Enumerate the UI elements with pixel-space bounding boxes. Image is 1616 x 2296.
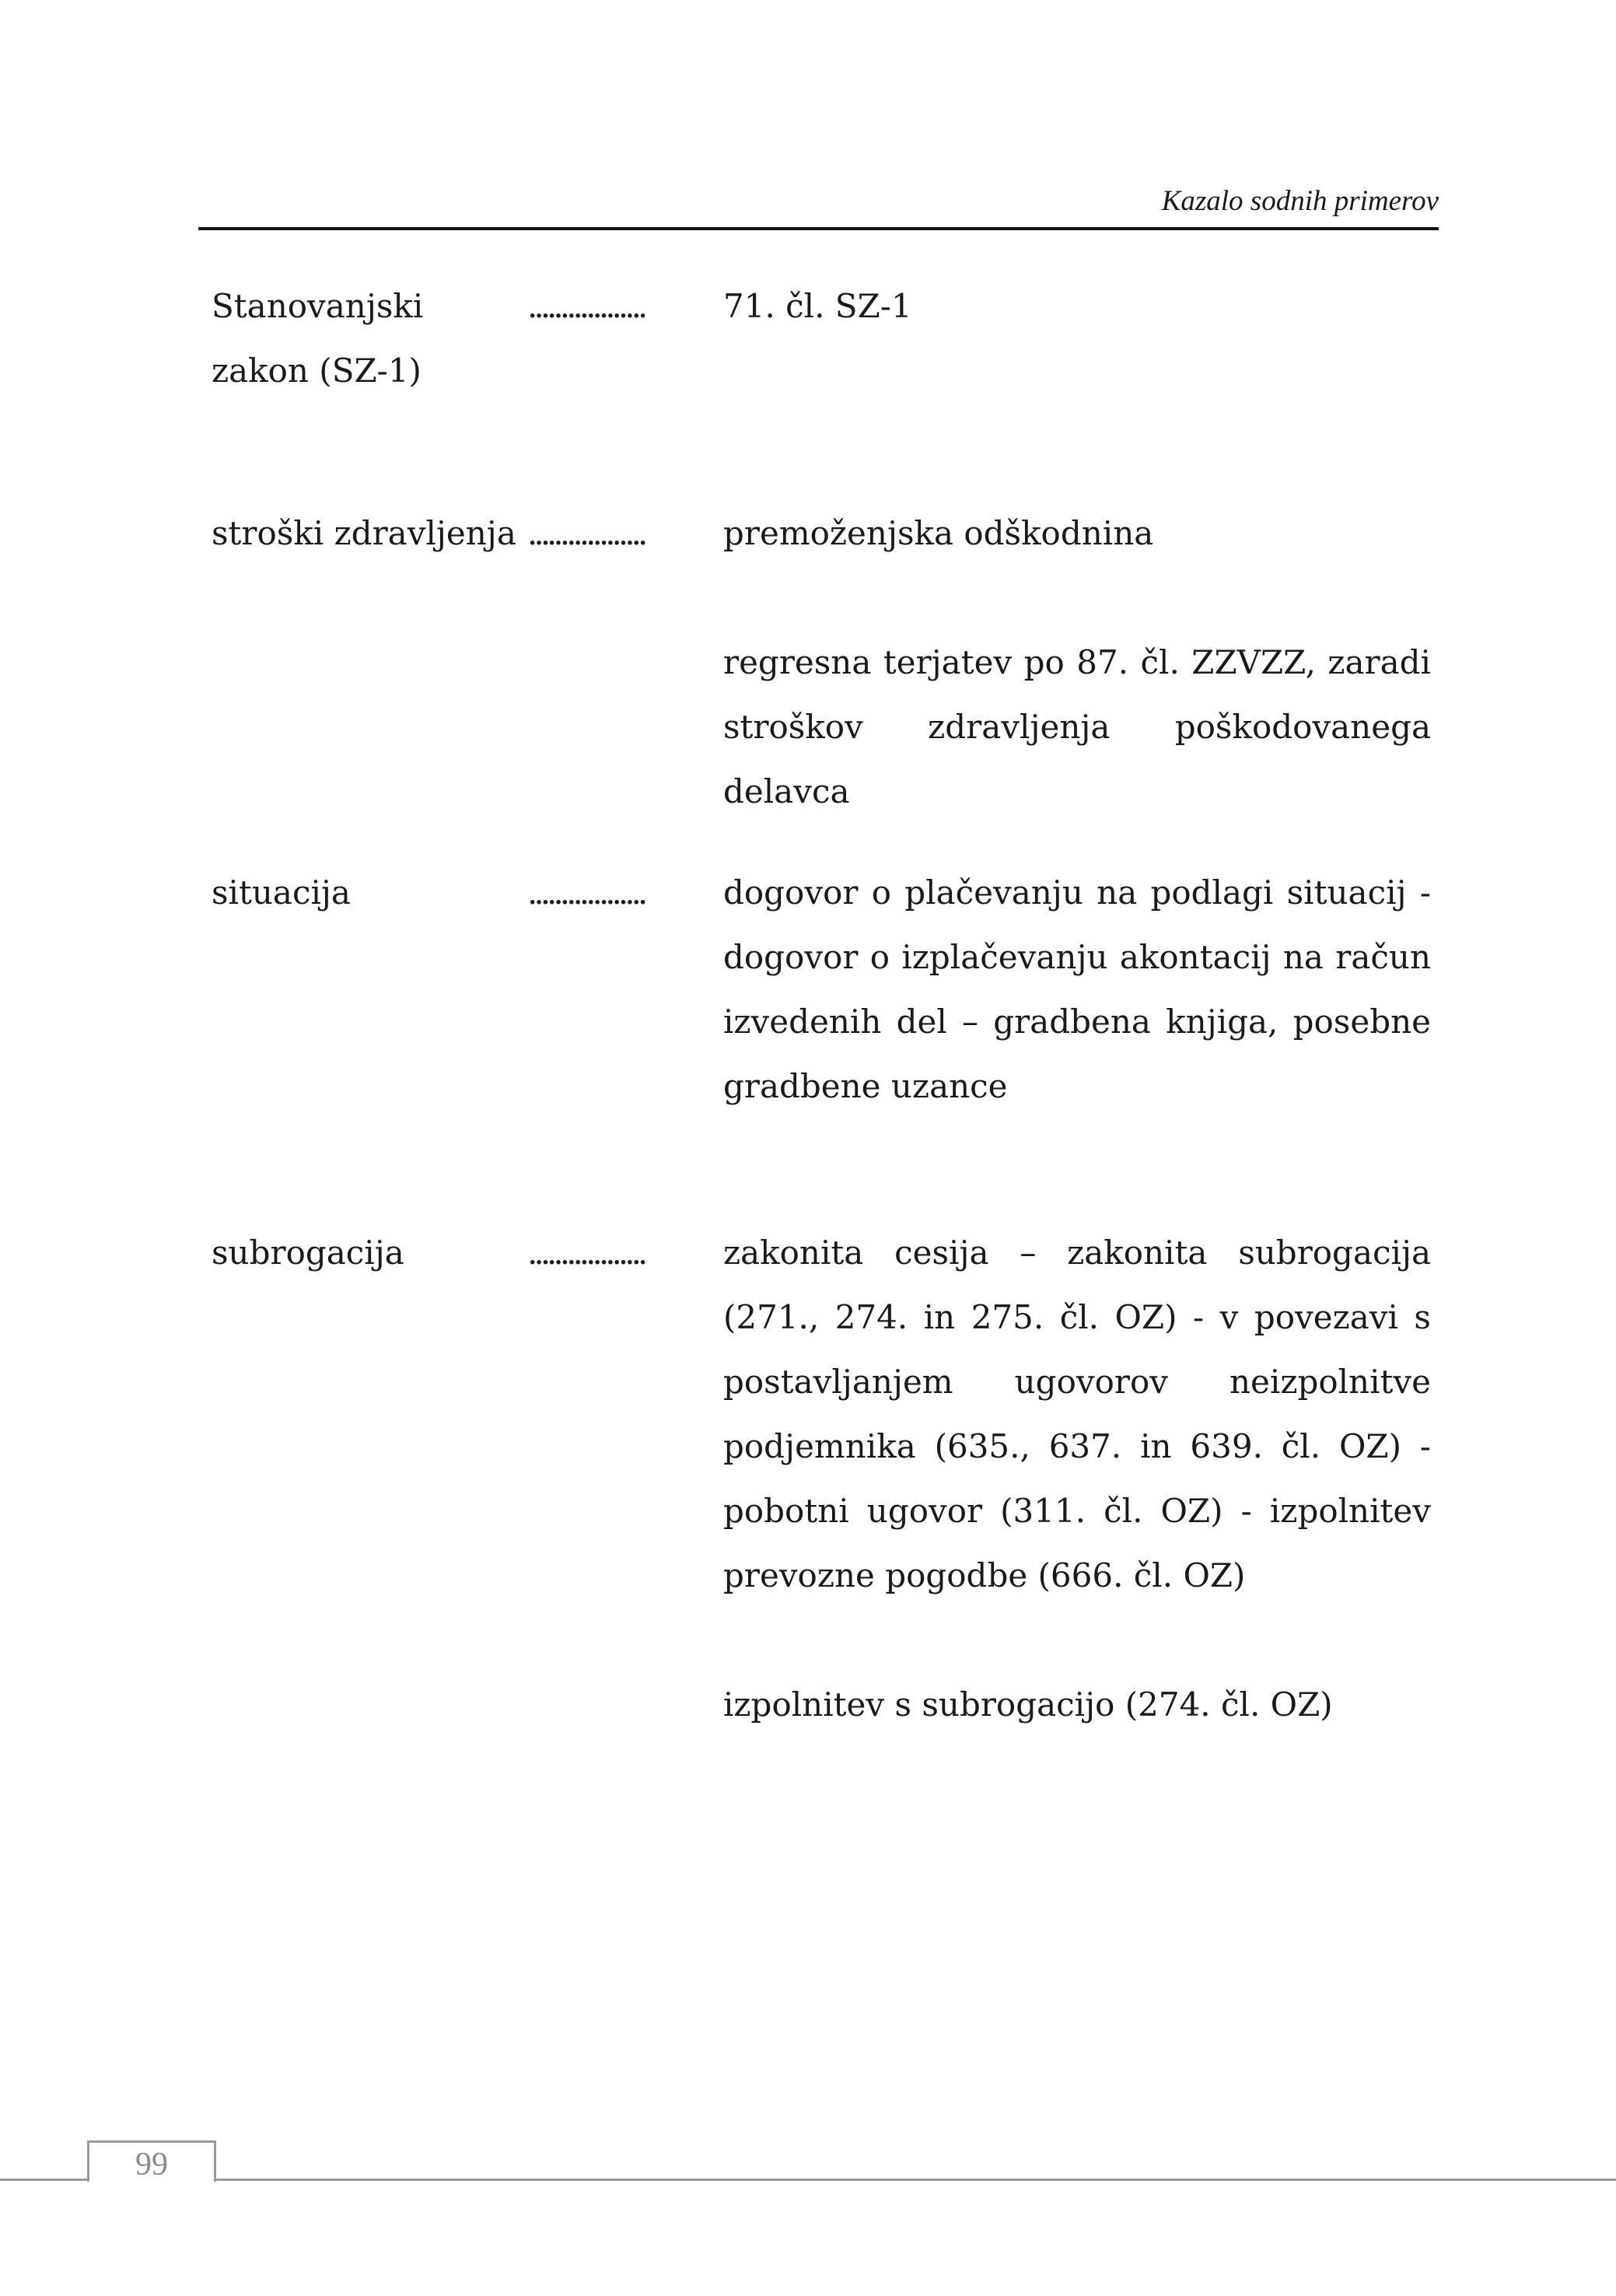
index-references	[723, 860, 1431, 1118]
index-reference: 71. čl. SZ-1	[723, 287, 912, 325]
index-reference: premoženjska odškodnina	[723, 514, 1154, 552]
running-header	[198, 179, 1439, 230]
dot-leader: ..................	[527, 287, 645, 325]
index-references	[723, 274, 1431, 338]
running-header-title: Kazalo sodnih primerov	[1161, 185, 1439, 217]
index-term: situacija	[212, 873, 351, 912]
footer-rule	[0, 2179, 1616, 2181]
index-entries	[212, 274, 1431, 1737]
index-entry	[212, 860, 1431, 1220]
dot-leader: ..................	[527, 1234, 645, 1272]
page-number: 99	[135, 2147, 168, 2182]
index-term: subrogacija	[212, 1234, 404, 1272]
index-term: stroški zdravljenja	[212, 514, 516, 552]
dot-leader: ..................	[527, 873, 645, 912]
dot-leader: ..................	[527, 514, 645, 552]
index-entry	[212, 274, 1431, 501]
page-number-tab	[87, 2140, 216, 2182]
index-references	[723, 501, 1431, 824]
index-entry	[212, 501, 1431, 860]
index-term: Stanovanjski zakon (SZ-1)	[212, 287, 424, 390]
index-entry	[212, 1220, 1431, 1737]
index-references	[723, 1220, 1431, 1737]
index-reference: izpolnitev s subrogacijo (274. čl. OZ)	[723, 1685, 1333, 1724]
index-reference: regresna terjatev po 87. čl. ZZVZZ, zaradi stroškov zdravljenja poškodovanega delavca	[723, 643, 1431, 810]
index-reference: zakonita cesija – zakonita subrogacija (271., 274. in 275. čl. OZ) - v povezavi s postavljanjem ugovorov neizpolnitve podjemnika (635., 637. in 639. čl. OZ) - pobotni ugovor (311. čl. OZ) - izpolnitev prevozne pogodbe (666. čl. OZ)	[723, 1234, 1431, 1594]
index-reference: dogovor o plačevanju na podlagi situacij - dogovor o izplačevanju akontacij na račun izvedenih del – gradbena knjiga, posebne gradbene uzance	[723, 873, 1431, 1105]
